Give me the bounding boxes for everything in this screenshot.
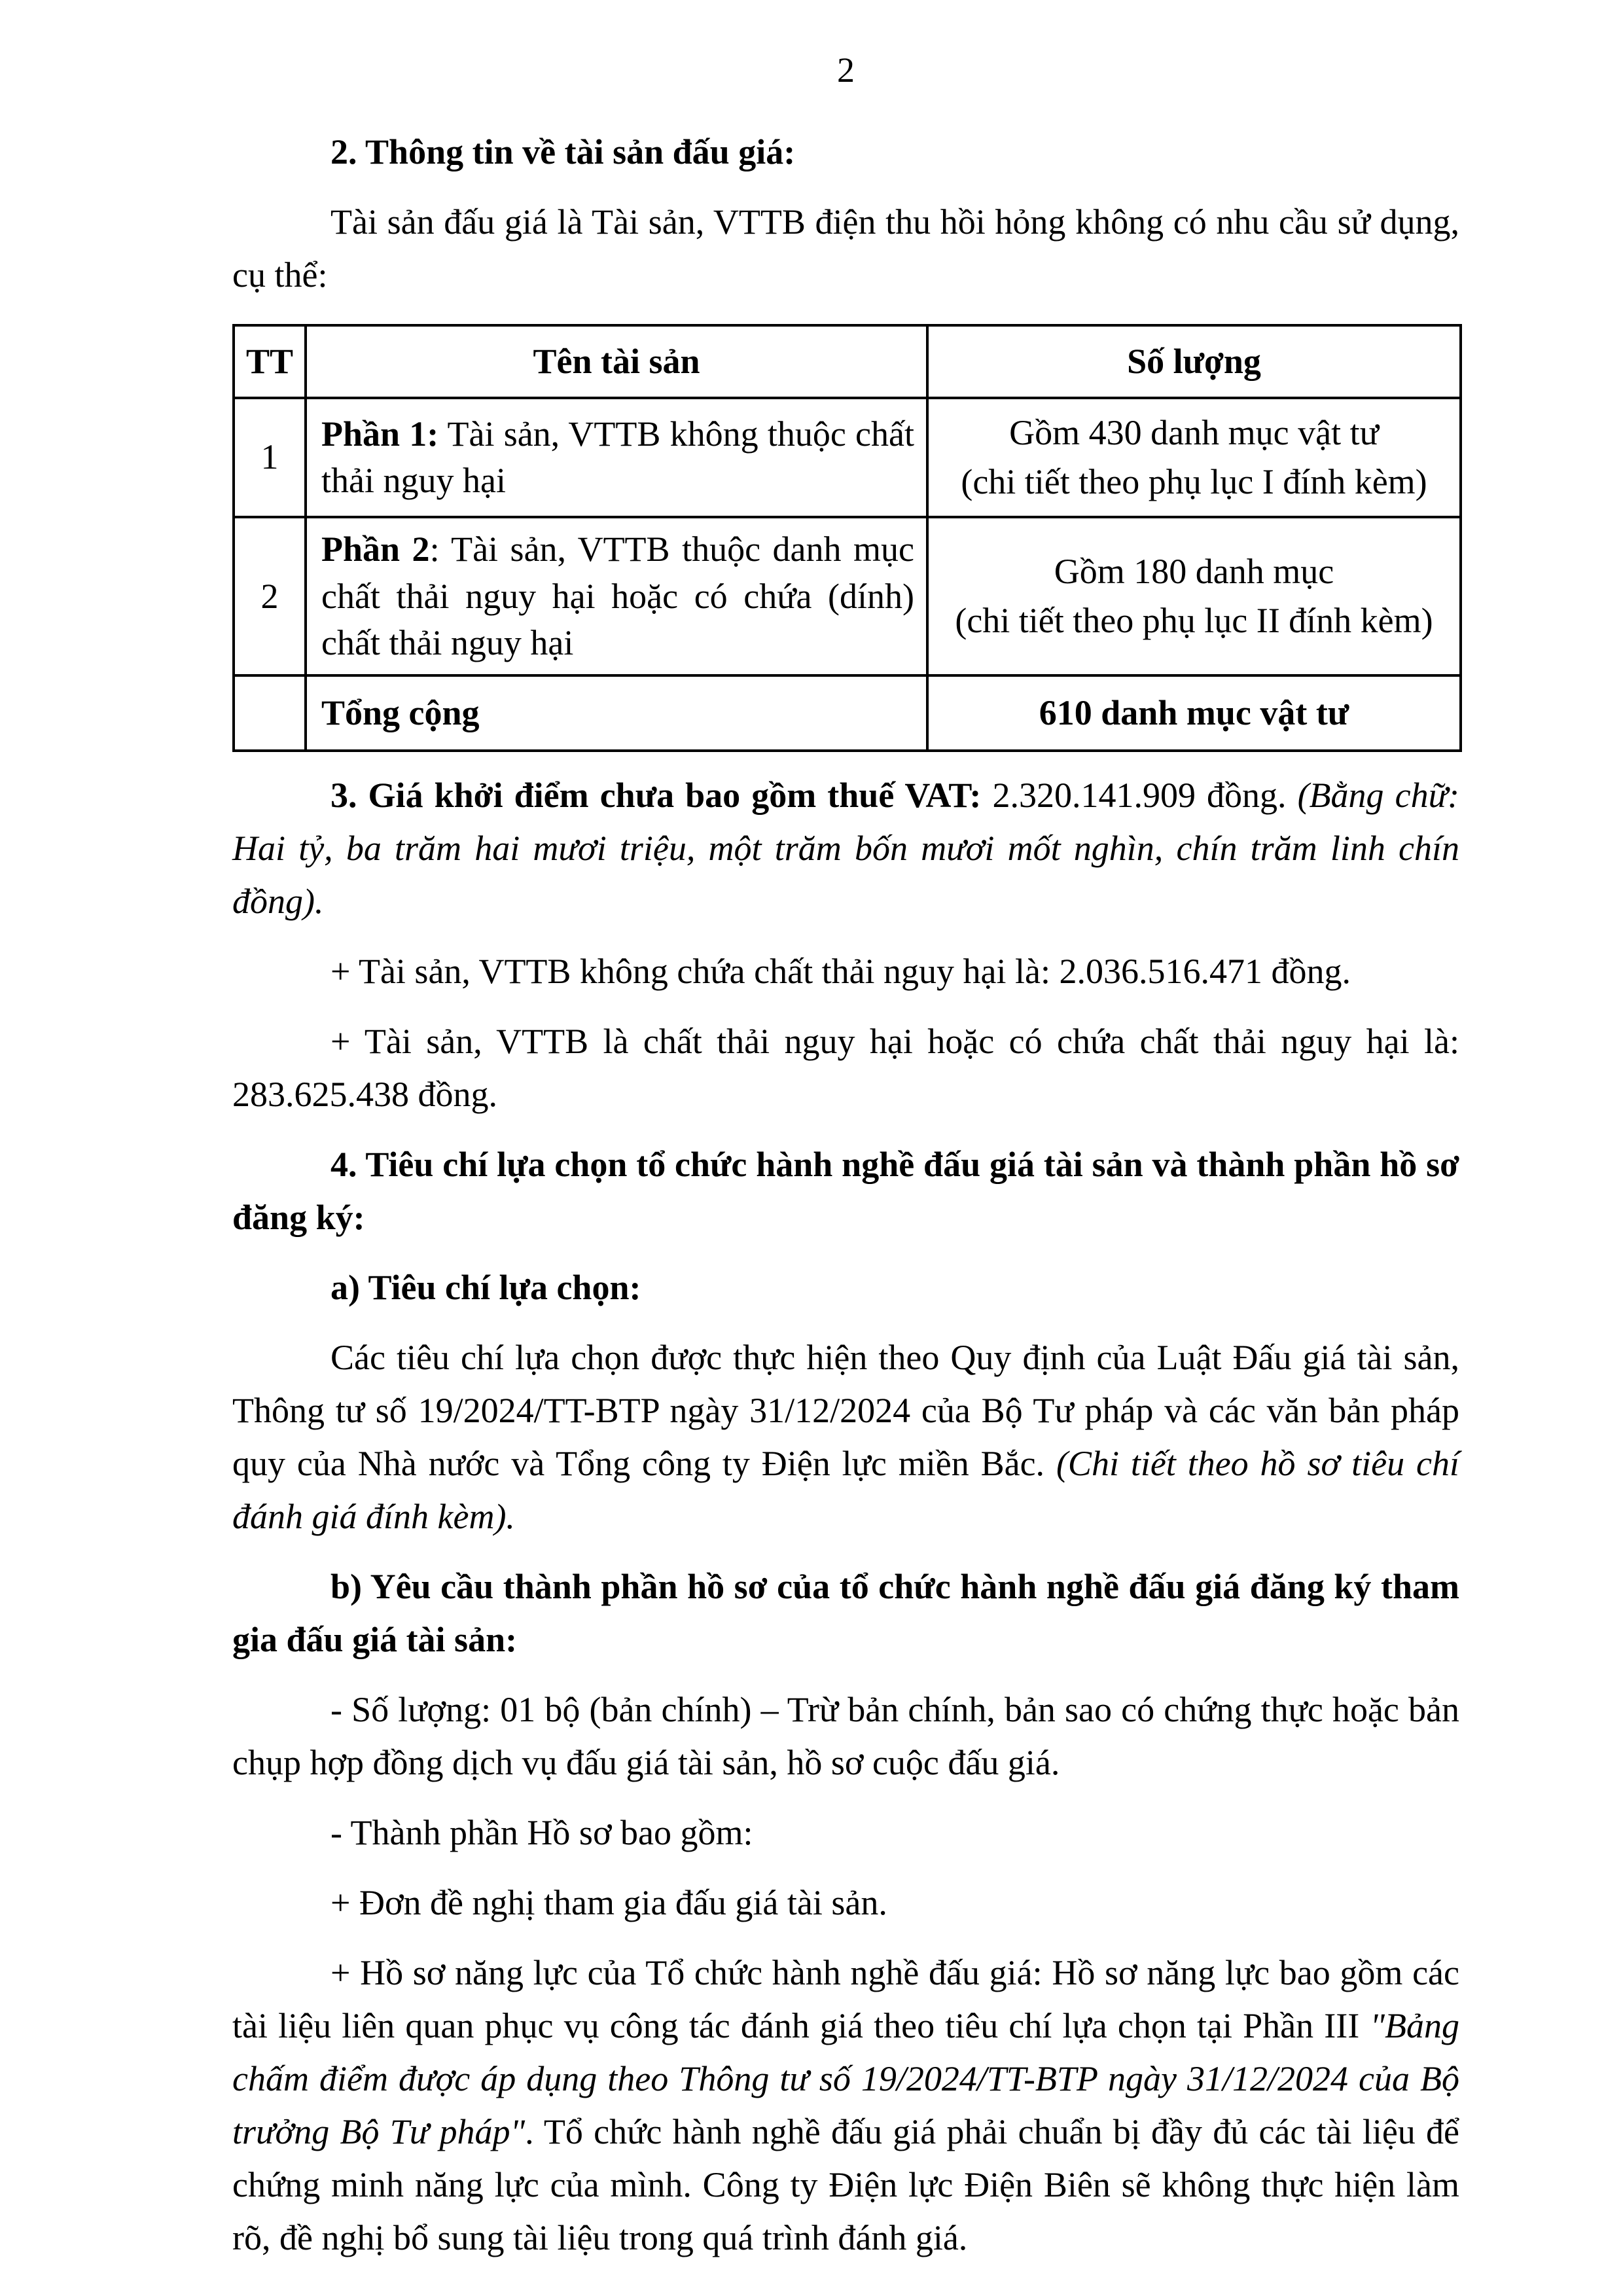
row2-index: 2 bbox=[234, 517, 306, 675]
section-3-bullet-hazardous: + Tài sản, VTTB là chất thải nguy hại hoặc có chứa chất thải nguy hại là: 283.625.438 đồng. bbox=[232, 1022, 1459, 1115]
row2-asset-name bbox=[306, 517, 927, 675]
row1-asset-name-bold: Phần 1: bbox=[321, 414, 439, 454]
row1-index: 1 bbox=[234, 398, 306, 518]
section-2-intro: Tài sản đấu giá là Tài sản, VTTB điện thu hồi hỏng không có nhu cầu sử dụng, cụ thể: bbox=[232, 202, 1459, 295]
section-3-paragraph bbox=[232, 769, 1459, 928]
section-4b-heading: b) Yêu cầu thành phần hồ sơ của tổ chức hành nghề đấu giá đăng ký tham gia đấu giá tài sản: bbox=[232, 1567, 1459, 1660]
table-row-phan-2 bbox=[234, 517, 1461, 675]
row1-asset-name bbox=[306, 398, 927, 518]
table-row-phan-1 bbox=[234, 398, 1461, 518]
table-header-so-luong: Số lượng bbox=[927, 325, 1461, 398]
section-3-price-in-words: (Bằng chữ: Hai tỷ, ba trăm hai mươi triệu, một trăm bốn mươi mốt nghìn, chín trăm linh chín đồng). bbox=[232, 776, 1460, 922]
section-4b-item-application-form: + Đơn đề nghị tham gia đấu giá tài sản. bbox=[330, 1883, 887, 1923]
row2-quantity-line1: Gồm 180 danh mục bbox=[1054, 552, 1334, 592]
section-4-heading: 4. Tiêu chí lựa chọn tổ chức hành nghề đấu giá tài sản và thành phần hồ sơ đăng ký: bbox=[232, 1145, 1459, 1238]
row1-quantity-line2: (chi tiết theo phụ lục I đính kèm) bbox=[961, 462, 1427, 502]
row1-asset-name-rest: Tài sản, VTTB không thuộc chất thải nguy hại bbox=[321, 414, 914, 501]
row2-asset-name-rest: : Tài sản, VTTB thuộc danh mục chất thải nguy hại hoặc có chứa (dính) chất thải nguy hại bbox=[321, 529, 914, 662]
section-2-heading: 2. Thông tin về tài sản đấu giá: bbox=[330, 132, 796, 171]
row2-asset-name-bold: Phần 2 bbox=[321, 529, 430, 569]
total-row-empty-cell bbox=[234, 675, 306, 751]
total-row-label: Tổng cộng bbox=[306, 675, 927, 751]
capability-profile-text-1: + Hồ sơ năng lực của Tổ chức hành nghề đấu giá: Hồ sơ năng lực bao gồm các tài liệu liên quan phục vụ công tác đánh giá theo tiêu chí lựa chọn tại Phần III bbox=[232, 1953, 1459, 2046]
assets-table bbox=[232, 324, 1462, 753]
total-row-value: 610 danh mục vật tư bbox=[927, 675, 1461, 751]
section-4b-item-components: - Thành phần Hồ sơ bao gồm: bbox=[330, 1813, 753, 1853]
capability-profile-text-2: . Tổ chức hành nghề đấu giá phải chuẩn bị đầy đủ các tài liệu để chứng minh năng lực của mình. Công ty Điện lực Điện Biên sẽ không thực hiện làm rõ, đề nghị bổ sung tài liệu trong quá trình đánh giá. bbox=[232, 2112, 1459, 2258]
section-4a-criteria-text: Các tiêu chí lựa chọn được thực hiện theo Quy định của Luật Đấu giá tài sản, Thông tư số 19/2024/TT-BTP ngày 31/12/2024 của Bộ Tư pháp và các văn bản pháp quy của Nhà nước và Tổng công ty Điện lực miền Bắc. bbox=[232, 1338, 1459, 1484]
table-header-row bbox=[234, 325, 1461, 398]
table-header-ten-tai-san: Tên tài sản bbox=[306, 325, 927, 398]
section-3-heading: 3. Giá khởi điểm chưa bao gồm thuế VAT: bbox=[330, 776, 982, 816]
row1-quantity bbox=[927, 398, 1461, 518]
section-4a-paragraph bbox=[232, 1331, 1459, 1543]
page-number: 2 bbox=[837, 50, 855, 90]
row1-quantity-line1: Gồm 430 danh mục vật tư bbox=[1009, 412, 1379, 452]
section-3-price-value: 2.320.141.909 đồng. bbox=[981, 776, 1298, 816]
section-3-bullet-non-hazardous: + Tài sản, VTTB không chứa chất thải nguy hại là: 2.036.516.471 đồng. bbox=[330, 952, 1351, 992]
section-4b-item-capability-profile bbox=[232, 1946, 1459, 2265]
capability-profile-quoted-title: "Bảng chấm điểm được áp dụng theo Thông tư số 19/2024/TT-BTP ngày 31/12/2024 của Bộ trưởng Bộ Tư pháp" bbox=[232, 2006, 1459, 2152]
table-header-tt: TT bbox=[234, 325, 306, 398]
row2-quantity-line2: (chi tiết theo phụ lục II đính kèm) bbox=[955, 601, 1433, 641]
section-4a-criteria-note: (Chi tiết theo hồ sơ tiêu chí đánh giá đính kèm). bbox=[232, 1444, 1459, 1537]
table-row-total bbox=[234, 675, 1461, 751]
section-4a-heading: a) Tiêu chí lựa chọn: bbox=[330, 1268, 641, 1308]
row2-quantity bbox=[927, 517, 1461, 675]
section-4b-item-quantity: - Số lượng: 01 bộ (bản chính) – Trừ bản chính, bản sao có chứng thực hoặc bản chụp hợp đồng dịch vụ đấu giá tài sản, hồ sơ cuộc đấu giá. bbox=[232, 1690, 1459, 1783]
